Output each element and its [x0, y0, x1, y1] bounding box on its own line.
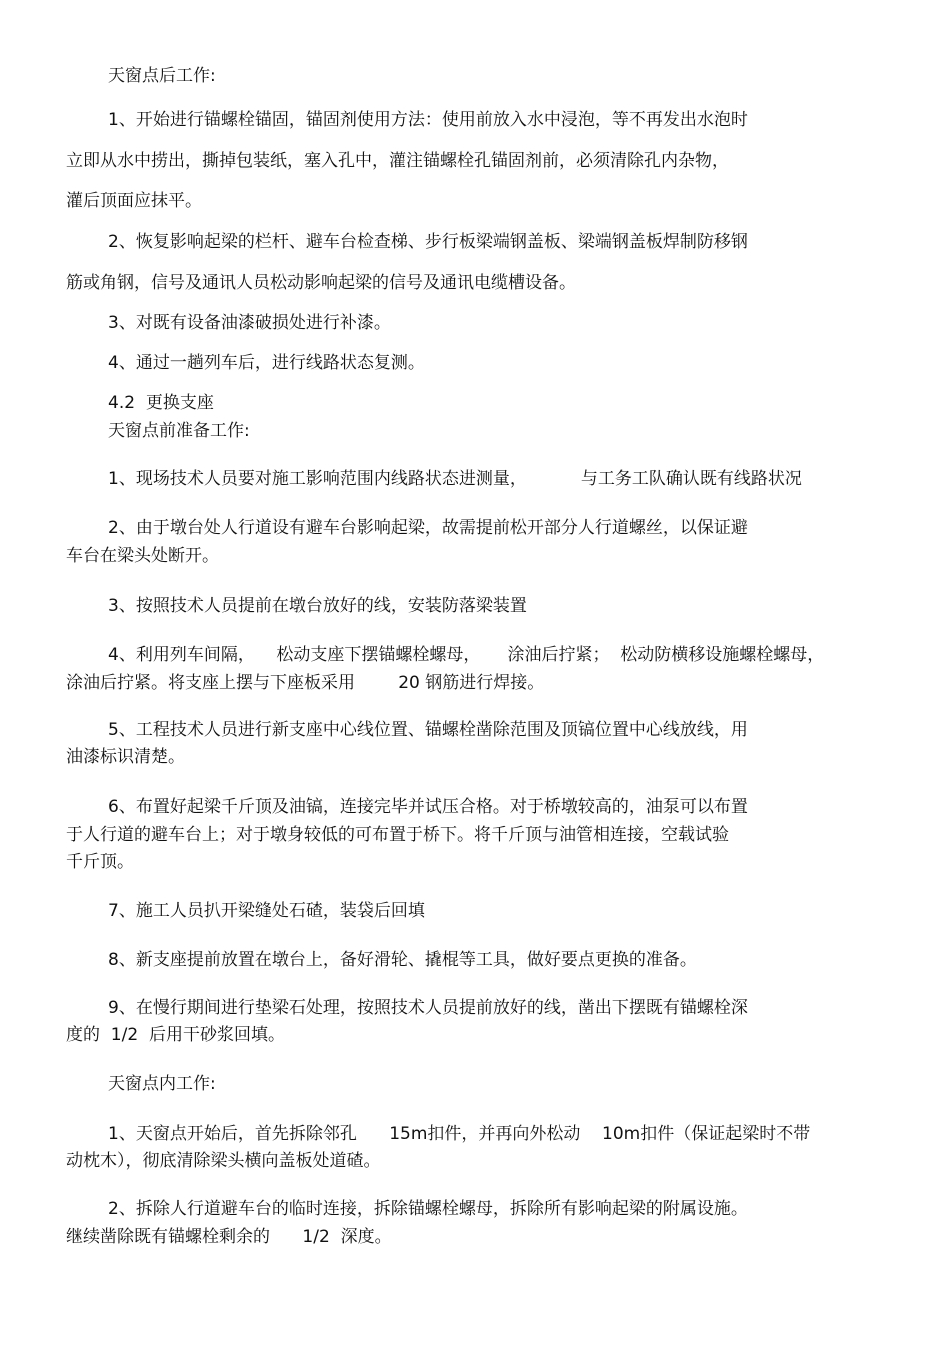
paragraph-line: 4、利用列车间隔， 松动支座下摆锚螺栓螺母， 涂油后拧紧； 松动防横移设施螺栓螺母， — [108, 645, 825, 665]
paragraph-line: 筋或角钢，信号及通讯人员松动影响起梁的信号及通讯电缆槽设备。 — [66, 273, 576, 293]
paragraph-line: 涂油后拧紧。将支座上摆与下座板采用 20 钢筋进行焊接。 — [66, 673, 545, 693]
paragraph-line: 2、恢复影响起梁的栏杆、避车台检查梯、步行板梁端钢盖板、梁端钢盖板焊制防移钢 — [108, 232, 748, 252]
paragraph-line: 立即从水中捞出，撕掉包装纸，塞入孔中，灌注锚螺栓孔锚固剂前，必须清除孔内杂物， — [66, 151, 729, 171]
paragraph-line: 1、天窗点开始后，首先拆除邻孔 15m扣件，并再向外松动 10m扣件（保证起梁时不带 — [108, 1124, 811, 1144]
paragraph-line: 1、开始进行锚螺栓锚固，锚固剂使用方法：使用前放入水中浸泡，等不再发出水泡时 — [108, 110, 748, 130]
paragraph-line: 7、施工人员扒开梁缝处石碴，装袋后回填 — [108, 901, 425, 921]
section-heading-in-window: 天窗点内工作: — [108, 1074, 216, 1094]
paragraph-line: 1、现场技术人员要对施工影响范围内线路状态进测量， 与工务工队确认既有线路状况 — [108, 469, 802, 489]
paragraph-line: 度的 1/2 后用干砂浆回填。 — [66, 1025, 285, 1045]
section-heading-after-window: 天窗点后工作: — [108, 66, 216, 86]
paragraph-line: 4、通过一趟列车后，进行线路状态复测。 — [108, 353, 425, 373]
paragraph-line: 油漆标识清楚。 — [66, 747, 185, 767]
paragraph-line: 3、按照技术人员提前在墩台放好的线，安装防落梁装置 — [108, 596, 527, 616]
paragraph-line: 2、由于墩台处人行道设有避车台影响起梁，故需提前松开部分人行道螺丝，以保证避 — [108, 518, 748, 538]
paragraph-line: 6、布置好起梁千斤顶及油镐，连接完毕并试压合格。对于桥墩较高的，油泵可以布置 — [108, 797, 748, 817]
paragraph-line: 千斤顶。 — [66, 852, 134, 872]
section-heading-before-window: 天窗点前准备工作: — [108, 421, 250, 441]
paragraph-line: 动枕木），彻底清除梁头横向盖板处道碴。 — [66, 1151, 381, 1171]
paragraph-line: 于人行道的避车台上；对于墩身较低的可布置于桥下。将千斤顶与油管相连接，空载试验 — [66, 825, 729, 845]
paragraph-line: 5、工程技术人员进行新支座中心线位置、锚螺栓凿除范围及顶镐位置中心线放线，用 — [108, 720, 748, 740]
paragraph-line: 继续凿除既有锚螺栓剩余的 1/2 深度。 — [66, 1227, 392, 1247]
paragraph-line: 3、对既有设备油漆破损处进行补漆。 — [108, 313, 391, 333]
paragraph-line: 灌后顶面应抹平。 — [66, 191, 202, 211]
paragraph-line: 车台在梁头处断开。 — [66, 546, 219, 566]
paragraph-line: 2、拆除人行道避车台的临时连接，拆除锚螺栓螺母，拆除所有影响起梁的附属设施。 — [108, 1199, 748, 1219]
paragraph-line: 9、在慢行期间进行垫梁石处理，按照技术人员提前放好的线，凿出下摆既有锚螺栓深 — [108, 998, 748, 1018]
paragraph-line: 8、新支座提前放置在墩台上，备好滑轮、撬棍等工具，做好要点更换的准备。 — [108, 950, 697, 970]
section-heading-replace-bearing: 4.2 更换支座 — [108, 393, 214, 413]
